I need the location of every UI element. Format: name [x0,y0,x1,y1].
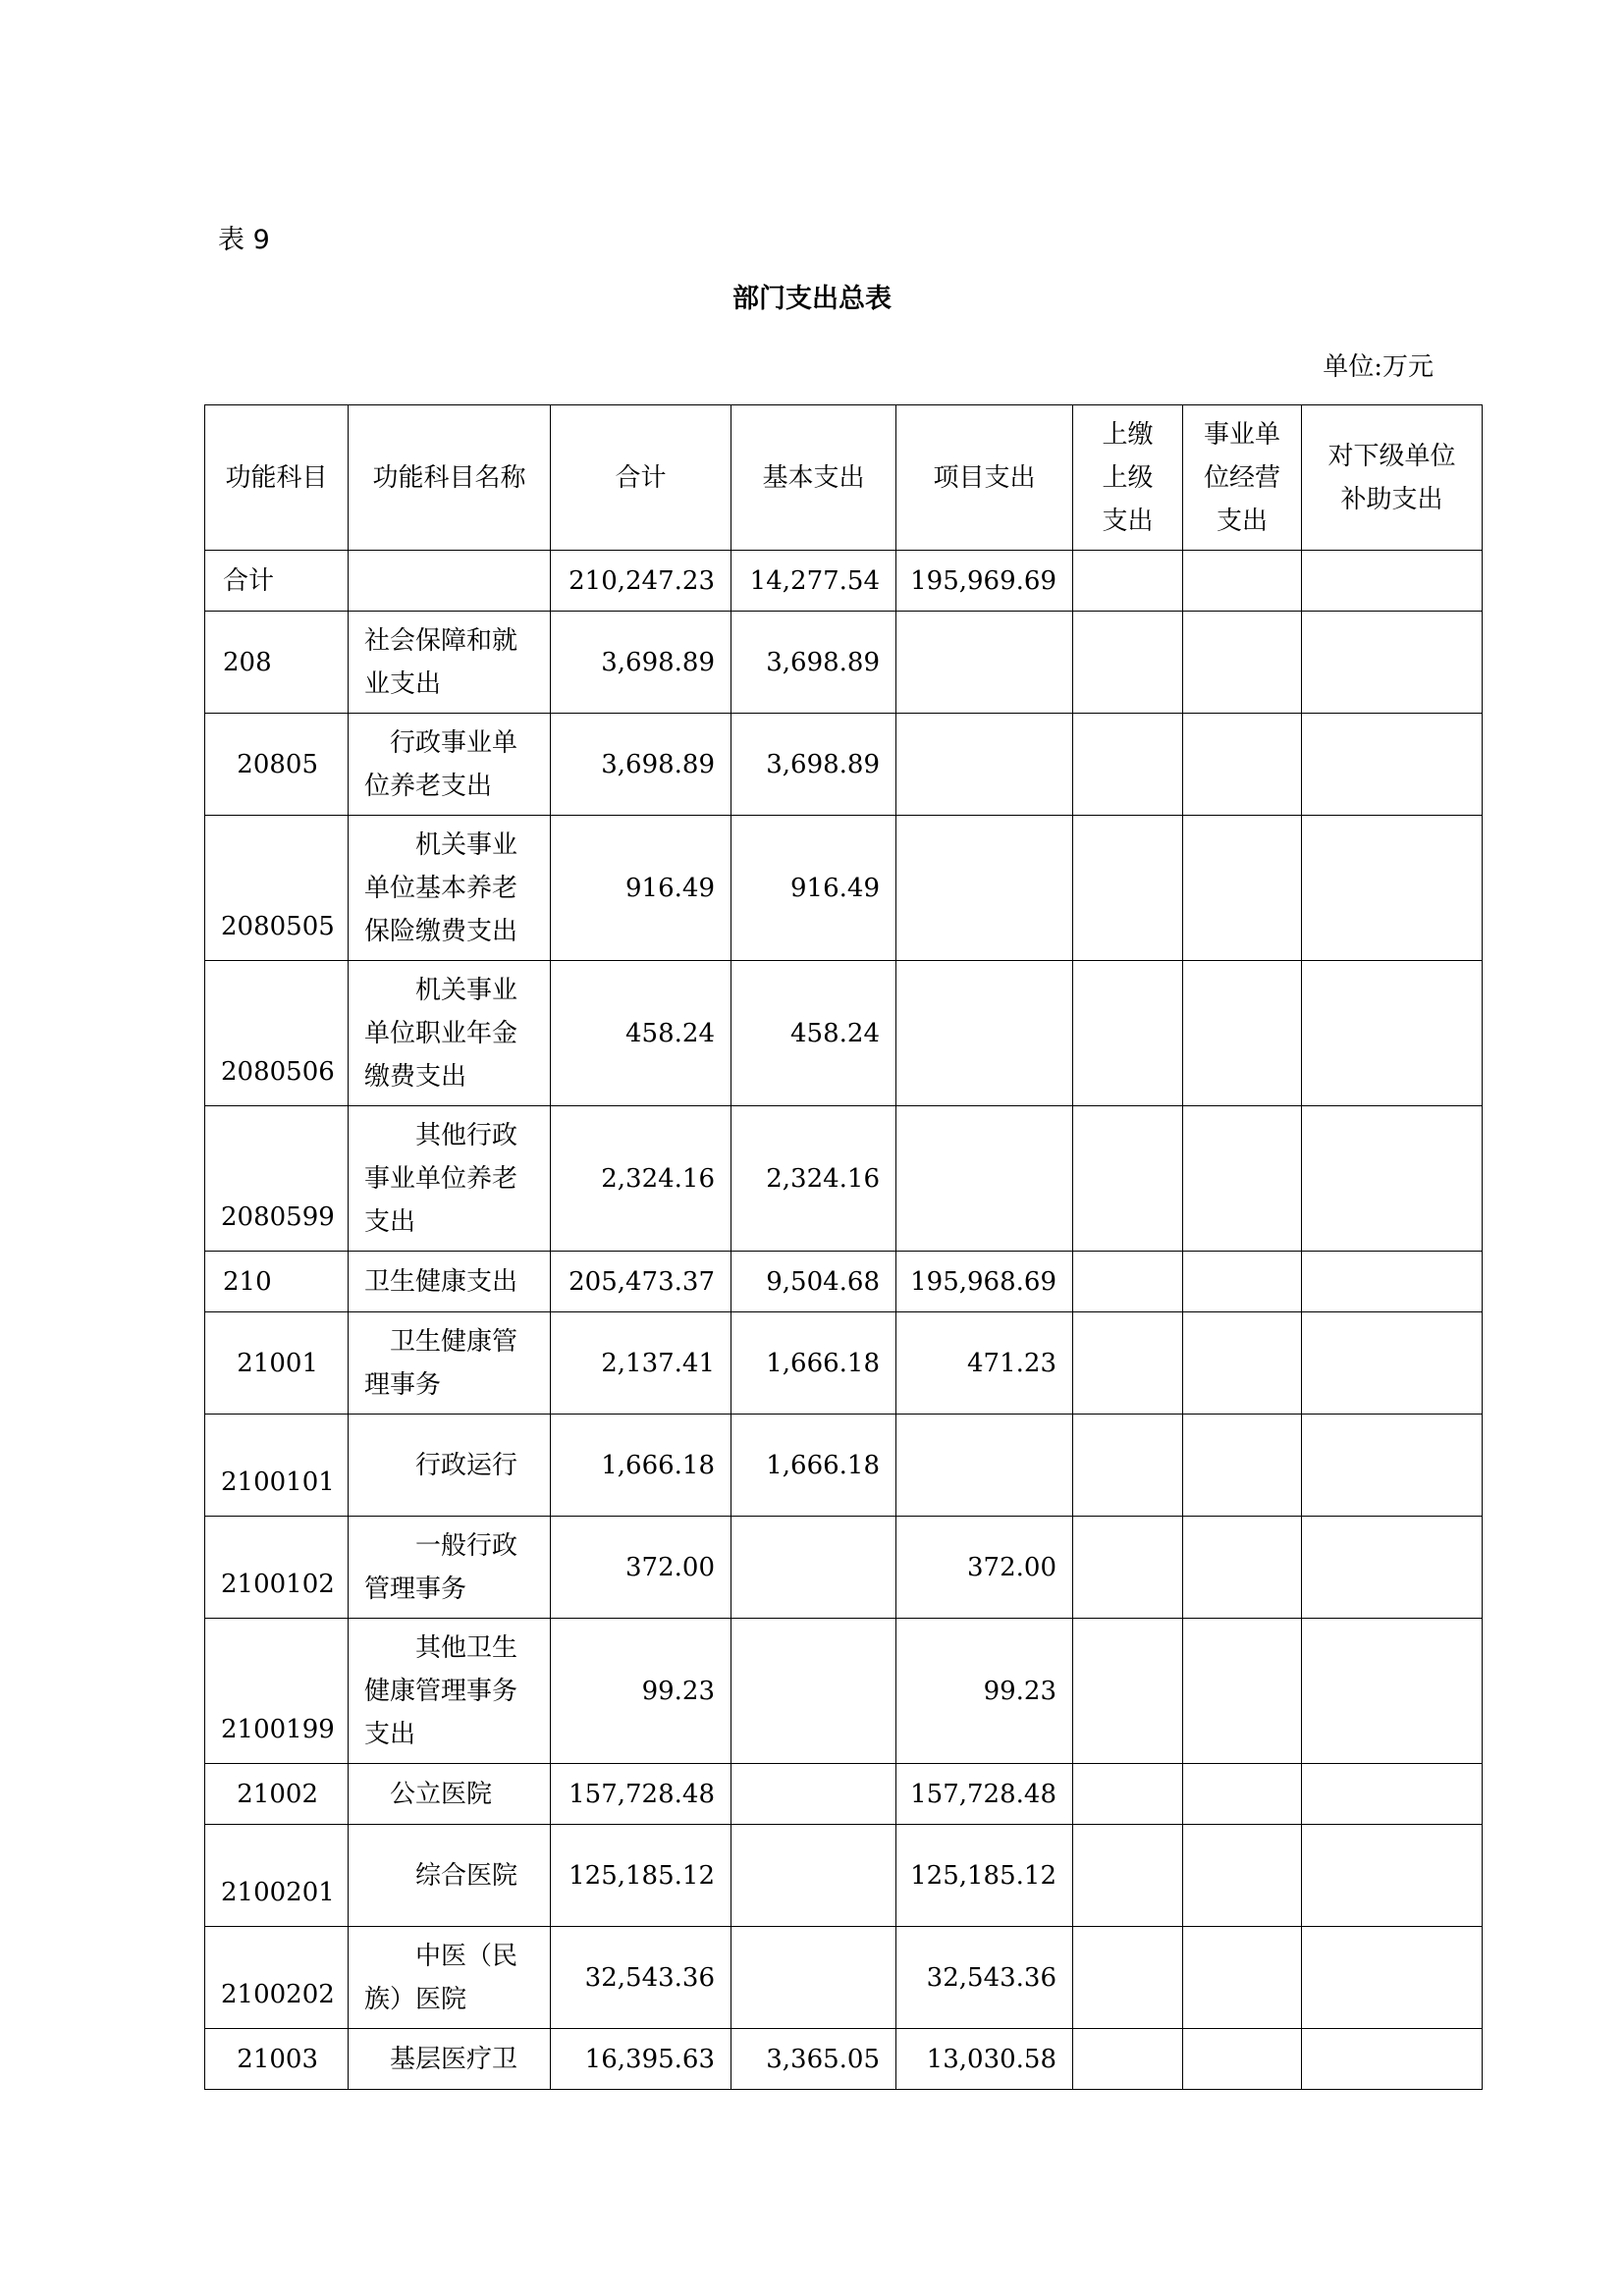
cell-code: 2080506 [205,961,349,1106]
cell-upper-remit [1073,1312,1183,1415]
cell-business [1183,2029,1302,2090]
table-row [205,1619,1483,1764]
cell-basic [731,1764,896,1825]
cell-basic: 9,504.68 [731,1252,896,1312]
expenditure-table [204,404,1483,2090]
cell-total: 916.49 [551,816,731,961]
cell-code: 2080599 [205,1106,349,1252]
cell-business [1183,1927,1302,2029]
cell-name: 综合医院 [349,1825,551,1927]
table-row [205,1825,1483,1927]
table-row [205,1927,1483,2029]
cell-total: 32,543.36 [551,1927,731,2029]
cell-name: 公立医院 [349,1764,551,1825]
cell-business [1183,612,1302,714]
cell-project: 125,185.12 [896,1825,1073,1927]
cell-subsidy [1302,2029,1483,2090]
cell-name: 中医（民族）医院 [349,1927,551,2029]
cell-code: 21002 [205,1764,349,1825]
cell-total: 458.24 [551,961,731,1106]
cell-subsidy [1302,961,1483,1106]
cell-business [1183,1619,1302,1764]
cell-basic [731,1927,896,2029]
cell-upper-remit [1073,1517,1183,1619]
cell-code: 2100202 [205,1927,349,2029]
cell-name: 卫生健康管理事务 [349,1312,551,1415]
cell-total: 157,728.48 [551,1764,731,1825]
header-basic: 基本支出 [731,405,896,551]
cell-basic: 3,698.89 [731,714,896,816]
header-code: 功能科目 [205,405,349,551]
cell-code: 2100102 [205,1517,349,1619]
cell-basic [731,1619,896,1764]
cell-name: 机关事业单位职业年金缴费支出 [349,961,551,1106]
cell-subsidy [1302,714,1483,816]
cell-business [1183,1517,1302,1619]
page-title: 部门支出总表 [732,284,892,314]
cell-code: 208 [205,612,349,714]
cell-business [1183,1825,1302,1927]
cell-name [349,551,551,612]
cell-project: 32,543.36 [896,1927,1073,2029]
cell-subsidy [1302,1312,1483,1415]
header-upper-remit: 上缴上级支出 [1073,405,1183,551]
table-row [205,1312,1483,1415]
cell-project: 157,728.48 [896,1764,1073,1825]
cell-basic [731,1825,896,1927]
cell-total: 3,698.89 [551,714,731,816]
cell-upper-remit [1073,1825,1183,1927]
cell-business [1183,551,1302,612]
cell-total: 2,137.41 [551,1312,731,1415]
cell-project [896,714,1073,816]
cell-code: 2080505 [205,816,349,961]
cell-business [1183,1252,1302,1312]
cell-basic: 3,698.89 [731,612,896,714]
cell-code: 2100201 [205,1825,349,1927]
table-row [205,714,1483,816]
cell-total: 3,698.89 [551,612,731,714]
header-subsidy: 对下级单位补助支出 [1302,405,1483,551]
table-number-label: 表 9 [218,225,270,255]
cell-subsidy [1302,551,1483,612]
cell-business [1183,714,1302,816]
cell-upper-remit [1073,1619,1183,1764]
cell-basic: 14,277.54 [731,551,896,612]
cell-upper-remit [1073,961,1183,1106]
table-row [205,1764,1483,1825]
cell-name: 机关事业单位基本养老保险缴费支出 [349,816,551,961]
cell-business [1183,1106,1302,1252]
cell-name: 其他行政事业单位养老支出 [349,1106,551,1252]
cell-basic: 458.24 [731,961,896,1106]
header-row [205,405,1483,551]
cell-basic: 916.49 [731,816,896,961]
cell-upper-remit [1073,1764,1183,1825]
cell-total: 372.00 [551,1517,731,1619]
cell-basic: 1,666.18 [731,1415,896,1517]
cell-upper-remit [1073,1252,1183,1312]
cell-basic [731,1517,896,1619]
cell-upper-remit [1073,612,1183,714]
cell-upper-remit [1073,1927,1183,2029]
cell-business [1183,961,1302,1106]
cell-total: 99.23 [551,1619,731,1764]
cell-project: 195,968.69 [896,1252,1073,1312]
table-row [205,961,1483,1106]
cell-code: 合计 [205,551,349,612]
cell-subsidy [1302,1106,1483,1252]
table-row [205,1106,1483,1252]
cell-name: 基层医疗卫 [349,2029,551,2090]
cell-subsidy [1302,612,1483,714]
cell-project [896,961,1073,1106]
cell-upper-remit [1073,714,1183,816]
cell-name: 卫生健康支出 [349,1252,551,1312]
cell-subsidy [1302,1619,1483,1764]
table-row [205,1415,1483,1517]
cell-name: 一般行政管理事务 [349,1517,551,1619]
table-row [205,816,1483,961]
header-total: 合计 [551,405,731,551]
cell-project [896,816,1073,961]
table-row [205,612,1483,714]
header-name: 功能科目名称 [349,405,551,551]
cell-total: 16,395.63 [551,2029,731,2090]
cell-project: 13,030.58 [896,2029,1073,2090]
cell-business [1183,1312,1302,1415]
header-business: 事业单位经营支出 [1183,405,1302,551]
table-row [205,2029,1483,2090]
cell-code: 20805 [205,714,349,816]
cell-upper-remit [1073,551,1183,612]
cell-basic: 2,324.16 [731,1106,896,1252]
cell-upper-remit [1073,1106,1183,1252]
cell-code: 2100101 [205,1415,349,1517]
cell-project: 372.00 [896,1517,1073,1619]
cell-subsidy [1302,1517,1483,1619]
cell-project [896,1415,1073,1517]
table-row [205,1517,1483,1619]
cell-name: 行政事业单位养老支出 [349,714,551,816]
unit-label: 单位:万元 [1323,352,1434,382]
cell-project: 195,969.69 [896,551,1073,612]
cell-total: 210,247.23 [551,551,731,612]
cell-name: 其他卫生健康管理事务支出 [349,1619,551,1764]
cell-code: 21001 [205,1312,349,1415]
cell-upper-remit [1073,1415,1183,1517]
cell-subsidy [1302,1252,1483,1312]
cell-project [896,612,1073,714]
cell-code: 210 [205,1252,349,1312]
cell-business [1183,816,1302,961]
cell-basic: 1,666.18 [731,1312,896,1415]
cell-total: 1,666.18 [551,1415,731,1517]
cell-subsidy [1302,1764,1483,1825]
table-row [205,551,1483,612]
cell-total: 2,324.16 [551,1106,731,1252]
cell-total: 125,185.12 [551,1825,731,1927]
cell-business [1183,1415,1302,1517]
cell-business [1183,1764,1302,1825]
cell-name: 社会保障和就业支出 [349,612,551,714]
cell-subsidy [1302,1825,1483,1927]
cell-subsidy [1302,816,1483,961]
header-project: 项目支出 [896,405,1073,551]
cell-subsidy [1302,1927,1483,2029]
cell-code: 2100199 [205,1619,349,1764]
cell-project [896,1106,1073,1252]
cell-subsidy [1302,1415,1483,1517]
cell-project: 471.23 [896,1312,1073,1415]
cell-name: 行政运行 [349,1415,551,1517]
cell-code: 21003 [205,2029,349,2090]
table-row [205,1252,1483,1312]
cell-basic: 3,365.05 [731,2029,896,2090]
cell-upper-remit [1073,2029,1183,2090]
cell-upper-remit [1073,816,1183,961]
cell-project: 99.23 [896,1619,1073,1764]
cell-total: 205,473.37 [551,1252,731,1312]
